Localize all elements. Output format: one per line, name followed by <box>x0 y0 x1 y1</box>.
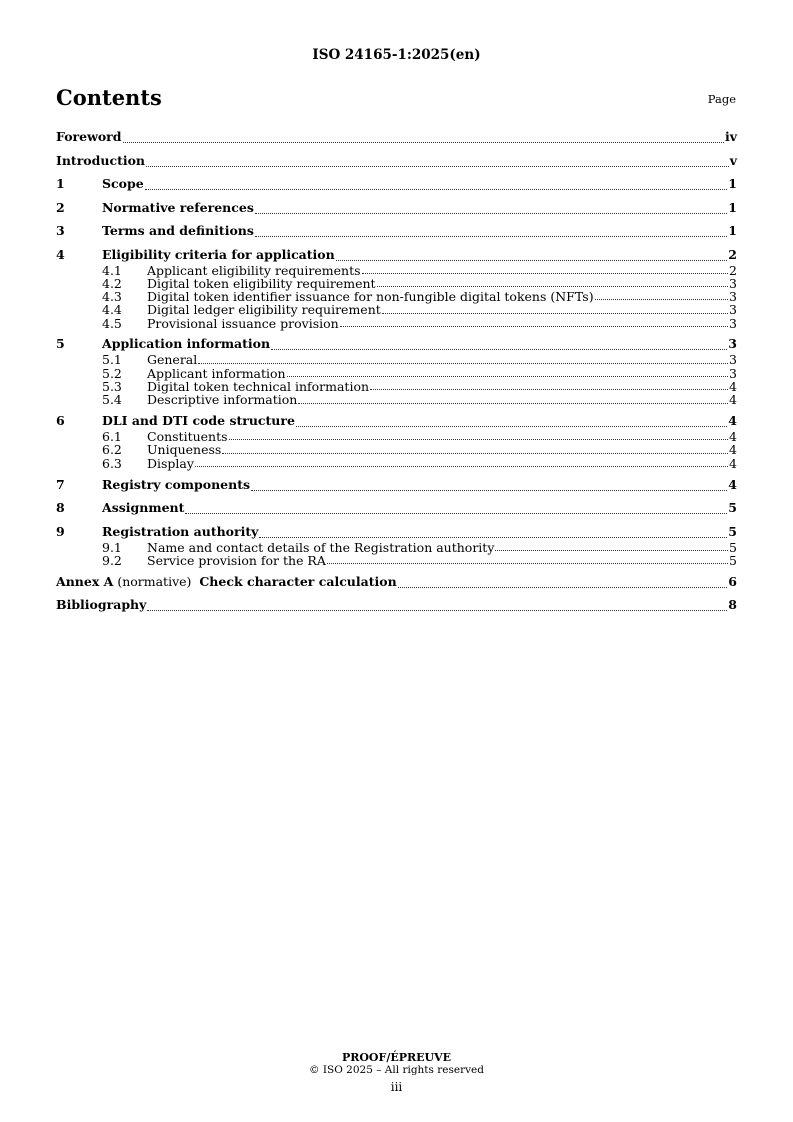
toc-entry-page: 1 <box>728 199 737 215</box>
toc-subentry-page: 4 <box>729 392 737 408</box>
toc-subentry[interactable] <box>56 367 737 380</box>
toc-entry[interactable] <box>56 335 737 353</box>
toc-subentry-number: 5.4 <box>102 392 122 408</box>
toc-subentry-title: Applicant eligibility requirements <box>147 262 361 278</box>
toc-subentry-number: 6.3 <box>102 455 122 471</box>
toc-entry-title: Registration authority <box>102 523 259 539</box>
toc-entry-page: iv <box>724 129 737 144</box>
toc-subentry[interactable] <box>56 430 737 443</box>
toc-subentry-number: 6.2 <box>102 442 122 458</box>
dot-leader <box>229 439 729 440</box>
toc-entry-title: Normative references <box>102 199 254 215</box>
toc-subentry-title: Constituents <box>147 429 228 445</box>
toc-subentry-page: 3 <box>729 352 737 368</box>
toc-entry-page: v <box>729 152 737 168</box>
toc-entry-number: 8 <box>56 500 65 516</box>
toc-entry-page: 5 <box>728 523 737 539</box>
toc-entry-page: 3 <box>728 336 737 352</box>
dot-leader <box>287 376 728 377</box>
toc-entry[interactable] <box>56 523 737 541</box>
toc-subentry[interactable] <box>56 554 737 567</box>
page-number: iii <box>390 1080 403 1094</box>
toc-entry-page: 1 <box>728 223 737 238</box>
dot-leader <box>198 363 728 364</box>
toc-entry-title: Bibliography <box>56 597 147 613</box>
dot-leader <box>340 326 728 327</box>
dot-leader <box>195 466 728 467</box>
toc-subentry-page: 2 <box>729 262 737 278</box>
dot-leader <box>398 587 728 588</box>
page-column-label: Page <box>707 92 736 106</box>
toc-subentry-number: 5.2 <box>102 365 122 381</box>
dot-leader <box>296 426 727 427</box>
toc-subentry-title: Digital token identifier issuance for non-fungible digital tokens (NFTs) <box>147 289 594 305</box>
toc-entry-number: 3 <box>56 223 65 238</box>
toc-subentry-page: 4 <box>729 442 737 458</box>
toc-subentry-number: 5.3 <box>102 379 122 395</box>
toc-subentry-title: Descriptive information <box>147 392 298 408</box>
table-of-contents <box>56 128 737 614</box>
toc-entry-title: Introduction <box>56 152 146 168</box>
toc-subentry[interactable] <box>56 277 737 290</box>
toc-entry-page: 4 <box>728 476 737 492</box>
toc-subentry-page: 3 <box>729 302 737 318</box>
toc-entry-page: 4 <box>728 413 737 429</box>
toc-entry-title: DLI and DTI code structure <box>102 413 295 429</box>
dot-leader <box>327 563 728 564</box>
toc-entry-number: 2 <box>56 199 65 215</box>
toc-entry[interactable] <box>56 152 737 170</box>
toc-subentry-title: Digital token technical information <box>147 379 370 395</box>
toc-subentry-page: 3 <box>729 289 737 305</box>
toc-subentry-number: 4.4 <box>102 302 122 318</box>
dot-leader <box>298 403 728 404</box>
dot-leader <box>336 260 728 261</box>
toc-subentry-number: 9.2 <box>102 552 122 568</box>
toc-subentry-title: Display <box>147 455 194 471</box>
toc-entry[interactable] <box>56 222 737 240</box>
toc-entry[interactable] <box>56 573 737 591</box>
toc-entry-page: 5 <box>728 500 737 516</box>
toc-entry-title: Eligibility criteria for application <box>102 246 335 262</box>
toc-subentry[interactable] <box>56 393 737 406</box>
dot-leader <box>123 142 724 143</box>
toc-entry-title: Application information <box>102 336 271 352</box>
toc-subentry[interactable] <box>56 380 737 393</box>
dot-leader <box>251 490 727 491</box>
toc-entry-number: 9 <box>56 523 65 539</box>
toc-entry-page: 8 <box>728 597 737 613</box>
dot-leader <box>362 273 729 274</box>
toc-subentry-page: 4 <box>729 379 737 395</box>
toc-subentry-title: Provisional issuance provision <box>147 315 339 331</box>
toc-entry-annex-note: (normative) <box>113 573 200 589</box>
toc-entry-number: 4 <box>56 246 65 262</box>
dot-leader <box>255 213 727 214</box>
dot-leader <box>222 453 728 454</box>
toc-subentry-page: 4 <box>729 429 737 445</box>
toc-subentry-title: Digital ledger eligibility requirement <box>147 302 381 318</box>
toc-subentry[interactable] <box>56 303 737 316</box>
toc-entry-number: 7 <box>56 476 65 492</box>
dot-leader <box>147 610 727 611</box>
toc-subentry-number: 4.3 <box>102 289 122 305</box>
toc-entry[interactable] <box>56 246 737 264</box>
dot-leader <box>382 313 728 314</box>
dot-leader <box>185 513 727 514</box>
toc-subentry-number: 6.1 <box>102 429 122 445</box>
dot-leader <box>377 286 728 287</box>
toc-entry-page: 2 <box>728 246 737 262</box>
toc-entry-title: Assignment <box>102 500 185 516</box>
toc-subentry-page: 3 <box>729 365 737 381</box>
toc-subentry-title: Uniqueness <box>147 442 222 458</box>
toc-entry[interactable] <box>56 476 737 494</box>
dot-leader <box>145 189 728 190</box>
toc-entry-number: 5 <box>56 336 65 352</box>
toc-entry[interactable] <box>56 596 737 614</box>
contents-title: Contents <box>56 85 162 110</box>
dot-leader <box>271 349 727 350</box>
toc-subentry-title: Name and contact details of the Registration authority <box>147 539 495 555</box>
toc-subentry-number: 4.1 <box>102 262 122 278</box>
toc-subentry-title: Digital token eligibility requirement <box>147 275 376 291</box>
toc-entry-number: 6 <box>56 413 65 429</box>
toc-entry-page: 1 <box>728 176 737 191</box>
toc-entry[interactable] <box>56 499 737 517</box>
document-header: ISO 24165-1:2025(en) <box>312 47 481 63</box>
toc-entry-title: Terms and definitions <box>102 223 254 238</box>
dot-leader <box>495 550 728 551</box>
toc-subentry-number: 9.1 <box>102 539 122 555</box>
toc-subentry-number: 5.1 <box>102 352 122 368</box>
proof-label: PROOF/ÉPREUVE <box>341 1051 452 1064</box>
copyright-notice: © ISO 2025 – All rights reserved <box>309 1064 484 1076</box>
toc-subentry-title: Service provision for the RA <box>147 552 326 568</box>
toc-subentry[interactable] <box>56 353 737 366</box>
toc-entry[interactable] <box>56 412 737 430</box>
toc-subentry-number: 4.2 <box>102 275 122 291</box>
toc-subentry-title: General <box>147 352 198 368</box>
toc-entry-annex-label: Annex A <box>56 573 114 589</box>
dot-leader <box>259 537 727 538</box>
toc-entry[interactable] <box>56 199 737 217</box>
toc-entry-title <box>56 573 397 591</box>
dot-leader <box>370 389 728 390</box>
toc-entry-title: Foreword <box>56 129 122 144</box>
dot-leader <box>255 236 727 237</box>
toc-subentry[interactable] <box>56 457 737 470</box>
toc-entry-title-text: Check character calculation <box>199 573 397 589</box>
toc-entry-title: Scope <box>102 176 144 191</box>
toc-entry[interactable] <box>56 128 737 146</box>
dot-leader <box>595 299 728 300</box>
toc-subentry-page: 4 <box>729 455 737 471</box>
toc-subentry-page: 5 <box>729 539 737 555</box>
toc-subentry[interactable] <box>56 541 737 554</box>
toc-entry[interactable] <box>56 175 737 193</box>
toc-subentry-page: 3 <box>729 315 737 331</box>
toc-entry-title: Registry components <box>102 476 251 492</box>
toc-entry-number: 1 <box>56 176 65 191</box>
toc-subentry-page: 5 <box>729 552 737 568</box>
dot-leader <box>146 166 729 167</box>
toc-subentry[interactable] <box>56 264 737 277</box>
toc-subentry[interactable] <box>56 317 737 330</box>
toc-subentry-number: 4.5 <box>102 315 122 331</box>
toc-subentry-page: 3 <box>729 275 737 291</box>
toc-entry-page: 6 <box>728 573 737 589</box>
toc-subentry[interactable] <box>56 443 737 456</box>
page-footer <box>0 1052 793 1096</box>
toc-subentry-title: Applicant information <box>147 365 286 381</box>
toc-subentry[interactable] <box>56 290 737 303</box>
